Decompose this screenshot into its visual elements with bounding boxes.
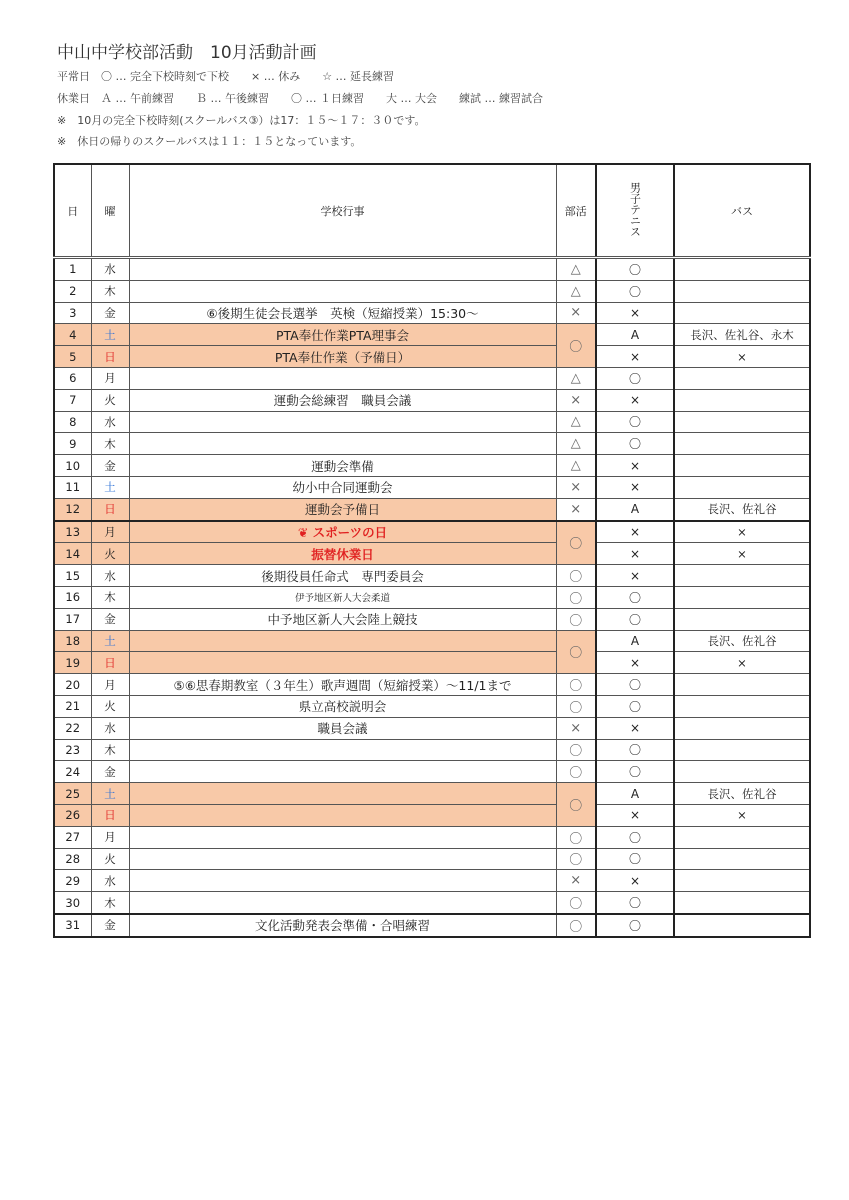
table-row (54, 258, 810, 281)
col-day: 日 (54, 164, 91, 258)
cell-day: 8 (54, 411, 91, 433)
col-event: 学校行事 (129, 164, 556, 258)
cell-event (129, 739, 556, 761)
cell-bus: × (674, 543, 810, 565)
table-row (54, 521, 810, 543)
cell-day: 23 (54, 739, 91, 761)
table-row (54, 826, 810, 848)
cell-day: 28 (54, 848, 91, 870)
cell-tennis: × (596, 543, 674, 565)
cell-weekday: 火 (91, 543, 129, 565)
cell-event (129, 674, 556, 696)
cell-bus (674, 455, 810, 477)
cell-event (129, 630, 556, 652)
cell-weekday: 日 (91, 652, 129, 674)
table-row (54, 433, 810, 455)
cell-bus (674, 826, 810, 848)
cell-event (129, 302, 556, 324)
cell-day: 13 (54, 521, 91, 543)
cell-tennis: A (596, 324, 674, 346)
cell-tennis: A (596, 630, 674, 652)
cell-bukatsu: × (556, 717, 596, 739)
cell-tennis: × (596, 804, 674, 826)
cell-weekday: 金 (91, 608, 129, 630)
cell-bukatsu: 〇 (556, 914, 596, 937)
cell-day: 22 (54, 717, 91, 739)
cell-bukatsu: 〇 (556, 324, 596, 368)
cell-bukatsu: × (556, 476, 596, 498)
cell-weekday: 水 (91, 565, 129, 587)
cell-tennis: 〇 (596, 892, 674, 914)
table-row (54, 848, 810, 870)
cell-bukatsu: 〇 (556, 608, 596, 630)
cell-bukatsu: △ (556, 455, 596, 477)
cell-day: 9 (54, 433, 91, 455)
table-row (54, 455, 810, 477)
event-text: 文化活動発表会準備・合唱練習 (254, 918, 430, 934)
cell-weekday: 火 (91, 848, 129, 870)
cell-bus (674, 389, 810, 411)
cell-tennis: 〇 (596, 608, 674, 630)
cell-bus (674, 914, 810, 937)
table-row (54, 783, 810, 805)
cell-weekday: 日 (91, 804, 129, 826)
cell-bukatsu: 〇 (556, 586, 596, 608)
event-text: 県立高校説明会 (298, 699, 387, 715)
cell-bus (674, 870, 810, 892)
table-row (54, 630, 810, 652)
table-row (54, 411, 810, 433)
cell-event (129, 761, 556, 783)
cell-day: 26 (54, 804, 91, 826)
cell-event (129, 389, 556, 411)
cell-event (129, 411, 556, 433)
cell-day: 4 (54, 324, 91, 346)
cell-event (129, 280, 556, 302)
cell-tennis: A (596, 783, 674, 805)
cell-event (129, 783, 556, 805)
cell-tennis: × (596, 521, 674, 543)
cell-weekday: 火 (91, 389, 129, 411)
cell-weekday: 木 (91, 739, 129, 761)
cell-tennis: 〇 (596, 586, 674, 608)
cell-tennis: 〇 (596, 674, 674, 696)
col-tennis: 男子テニス (596, 164, 674, 258)
cell-bus (674, 411, 810, 433)
event-text: 運動会総練習 職員会議 (273, 393, 412, 409)
cell-bus (674, 695, 810, 717)
cell-weekday: 月 (91, 521, 129, 543)
cell-event (129, 914, 556, 937)
sports-day-icon: ❦ (297, 524, 313, 540)
cell-tennis: 〇 (596, 761, 674, 783)
header-row (54, 164, 810, 258)
cell-weekday: 土 (91, 476, 129, 498)
cell-weekday: 金 (91, 914, 129, 937)
event-text: ⑥後期生徒会長選挙 英検（短縮授業）15:30～ (206, 305, 479, 321)
cell-bukatsu: 〇 (556, 892, 596, 914)
cell-weekday: 水 (91, 411, 129, 433)
cell-day: 10 (54, 455, 91, 477)
cell-event (129, 476, 556, 498)
cell-event (129, 717, 556, 739)
cell-event (129, 826, 556, 848)
cell-bus (674, 717, 810, 739)
cell-bukatsu: 〇 (556, 630, 596, 674)
schedule-table (53, 163, 811, 938)
cell-weekday: 月 (91, 674, 129, 696)
col-bukatsu: 部活 (556, 164, 596, 258)
cell-day: 2 (54, 280, 91, 302)
table-row (54, 302, 810, 324)
legend-holiday: 休業日 Ａ … 午前練習 Ｂ … 午後練習 〇 … １日練習 大 … 大会 練試 … 練習試合 (57, 92, 543, 105)
table-row (54, 892, 810, 914)
cell-event (129, 367, 556, 389)
table-row (54, 498, 810, 520)
cell-tennis: × (596, 346, 674, 368)
cell-event (129, 870, 556, 892)
schedule-body (54, 258, 810, 937)
cell-tennis: 〇 (596, 433, 674, 455)
event-text: 中予地区新人大会陸上競技 (267, 612, 418, 628)
cell-event (129, 521, 556, 543)
cell-weekday: 火 (91, 695, 129, 717)
cell-bukatsu: 〇 (556, 565, 596, 587)
cell-bukatsu: 〇 (556, 761, 596, 783)
cell-tennis: × (596, 565, 674, 587)
cell-bus (674, 608, 810, 630)
cell-tennis: × (596, 302, 674, 324)
cell-bukatsu: 〇 (556, 783, 596, 827)
cell-bus (674, 433, 810, 455)
cell-tennis: 〇 (596, 695, 674, 717)
cell-tennis: 〇 (596, 848, 674, 870)
cell-bukatsu: 〇 (556, 826, 596, 848)
event-text: PTA奉仕作業（予備日） (274, 349, 411, 365)
table-row (54, 652, 810, 674)
cell-bus (674, 739, 810, 761)
cell-event (129, 608, 556, 630)
note-bus-time: ※ 10月の完全下校時刻(スクールバス③）は17：１５～１７：３０です。 (57, 114, 426, 127)
cell-bukatsu: △ (556, 411, 596, 433)
col-bus: バス (674, 164, 810, 258)
cell-event (129, 258, 556, 281)
cell-day: 6 (54, 367, 91, 389)
table-row (54, 695, 810, 717)
cell-day: 20 (54, 674, 91, 696)
cell-weekday: 木 (91, 892, 129, 914)
cell-day: 18 (54, 630, 91, 652)
cell-day: 21 (54, 695, 91, 717)
cell-tennis: × (596, 652, 674, 674)
cell-bus (674, 258, 810, 281)
table-row (54, 324, 810, 346)
event-text: 伊予地区新人大会柔道 (294, 593, 390, 605)
cell-bus (674, 367, 810, 389)
table-row (54, 739, 810, 761)
cell-bus: × (674, 521, 810, 543)
cell-event (129, 565, 556, 587)
event-text: ⑤⑥思春期教室（３年生）歌声週間（短縮授業）～11/1まで (173, 677, 512, 693)
cell-day: 12 (54, 498, 91, 520)
cell-tennis: 〇 (596, 914, 674, 937)
cell-event (129, 346, 556, 368)
cell-bus (674, 565, 810, 587)
cell-event (129, 848, 556, 870)
table-row (54, 674, 810, 696)
cell-bukatsu: 〇 (556, 695, 596, 717)
table-row (54, 914, 810, 937)
cell-weekday: 水 (91, 258, 129, 281)
cell-tennis: 〇 (596, 280, 674, 302)
table-row (54, 870, 810, 892)
cell-day: 30 (54, 892, 91, 914)
cell-bus: × (674, 804, 810, 826)
cell-weekday: 木 (91, 433, 129, 455)
cell-tennis: × (596, 870, 674, 892)
cell-bus: 長沢、佐礼谷 (674, 783, 810, 805)
table-row (54, 761, 810, 783)
cell-day: 16 (54, 586, 91, 608)
cell-bus (674, 476, 810, 498)
cell-bus: × (674, 346, 810, 368)
cell-day: 17 (54, 608, 91, 630)
cell-event (129, 804, 556, 826)
cell-bukatsu: △ (556, 258, 596, 281)
event-text: 後期役員任命式 専門委員会 (261, 568, 424, 584)
col-weekday: 曜 (91, 164, 129, 258)
cell-bukatsu: × (556, 302, 596, 324)
cell-day: 14 (54, 543, 91, 565)
cell-bukatsu: △ (556, 280, 596, 302)
cell-weekday: 金 (91, 302, 129, 324)
cell-tennis: × (596, 717, 674, 739)
cell-day: 19 (54, 652, 91, 674)
cell-tennis: × (596, 476, 674, 498)
cell-event (129, 543, 556, 565)
cell-tennis: × (596, 455, 674, 477)
cell-event (129, 455, 556, 477)
cell-tennis: 〇 (596, 367, 674, 389)
cell-tennis: 〇 (596, 258, 674, 281)
cell-bus (674, 892, 810, 914)
cell-day: 15 (54, 565, 91, 587)
cell-event (129, 652, 556, 674)
cell-day: 27 (54, 826, 91, 848)
cell-day: 3 (54, 302, 91, 324)
cell-bus (674, 586, 810, 608)
cell-bus (674, 674, 810, 696)
cell-bukatsu: △ (556, 367, 596, 389)
cell-day: 11 (54, 476, 91, 498)
cell-bus: 長沢、佐礼谷、永木 (674, 324, 810, 346)
cell-weekday: 土 (91, 324, 129, 346)
cell-bus (674, 280, 810, 302)
cell-weekday: 日 (91, 346, 129, 368)
cell-weekday: 日 (91, 498, 129, 520)
cell-tennis: 〇 (596, 739, 674, 761)
table-row (54, 476, 810, 498)
table-row (54, 804, 810, 826)
event-text: スポーツの日 (312, 524, 388, 540)
table-row (54, 717, 810, 739)
table-row (54, 608, 810, 630)
cell-bukatsu: 〇 (556, 674, 596, 696)
cell-day: 7 (54, 389, 91, 411)
cell-bukatsu: △ (556, 433, 596, 455)
cell-tennis: 〇 (596, 411, 674, 433)
table-row (54, 367, 810, 389)
event-text: PTA奉仕作業PTA理事会 (275, 327, 409, 343)
cell-weekday: 水 (91, 870, 129, 892)
cell-weekday: 土 (91, 630, 129, 652)
event-text: 幼小中合同運動会 (292, 480, 393, 496)
cell-day: 24 (54, 761, 91, 783)
cell-event (129, 892, 556, 914)
cell-day: 1 (54, 258, 91, 281)
table-row (54, 346, 810, 368)
cell-day: 29 (54, 870, 91, 892)
cell-weekday: 月 (91, 367, 129, 389)
note-holiday-bus: ※ 休日の帰りのスクールバスは１１：１５となっています。 (57, 135, 362, 148)
table-row (54, 586, 810, 608)
event-text: 運動会予備日 (304, 502, 380, 518)
cell-weekday: 金 (91, 761, 129, 783)
cell-bus: × (674, 652, 810, 674)
event-text: 振替休業日 (311, 546, 374, 562)
cell-weekday: 木 (91, 586, 129, 608)
cell-bus: 長沢、佐礼谷 (674, 498, 810, 520)
cell-event (129, 324, 556, 346)
cell-weekday: 木 (91, 280, 129, 302)
table-row (54, 280, 810, 302)
legend-weekday: 平常日 〇 … 完全下校時刻で下校 × … 休み ☆ … 延長練習 (57, 70, 395, 83)
event-text: 職員会議 (317, 721, 368, 737)
cell-bukatsu: 〇 (556, 739, 596, 761)
cell-tennis: A (596, 498, 674, 520)
cell-bukatsu: 〇 (556, 521, 596, 565)
cell-tennis: 〇 (596, 826, 674, 848)
cell-event (129, 586, 556, 608)
cell-event (129, 695, 556, 717)
cell-bukatsu: × (556, 498, 596, 520)
cell-bukatsu: × (556, 389, 596, 411)
cell-weekday: 水 (91, 717, 129, 739)
cell-tennis: × (596, 389, 674, 411)
cell-day: 5 (54, 346, 91, 368)
cell-day: 25 (54, 783, 91, 805)
cell-bus (674, 761, 810, 783)
cell-weekday: 土 (91, 783, 129, 805)
page-title: 中山中学校部活動 10月活動計画 (57, 43, 317, 63)
cell-weekday: 金 (91, 455, 129, 477)
table-row (54, 565, 810, 587)
cell-bukatsu: × (556, 870, 596, 892)
event-text: 運動会準備 (311, 458, 374, 474)
cell-bus (674, 302, 810, 324)
cell-bus: 長沢、佐礼谷 (674, 630, 810, 652)
cell-event (129, 498, 556, 520)
cell-day: 31 (54, 914, 91, 937)
cell-bukatsu: 〇 (556, 848, 596, 870)
cell-weekday: 月 (91, 826, 129, 848)
table-row (54, 543, 810, 565)
table-row (54, 389, 810, 411)
cell-event (129, 433, 556, 455)
cell-bus (674, 848, 810, 870)
